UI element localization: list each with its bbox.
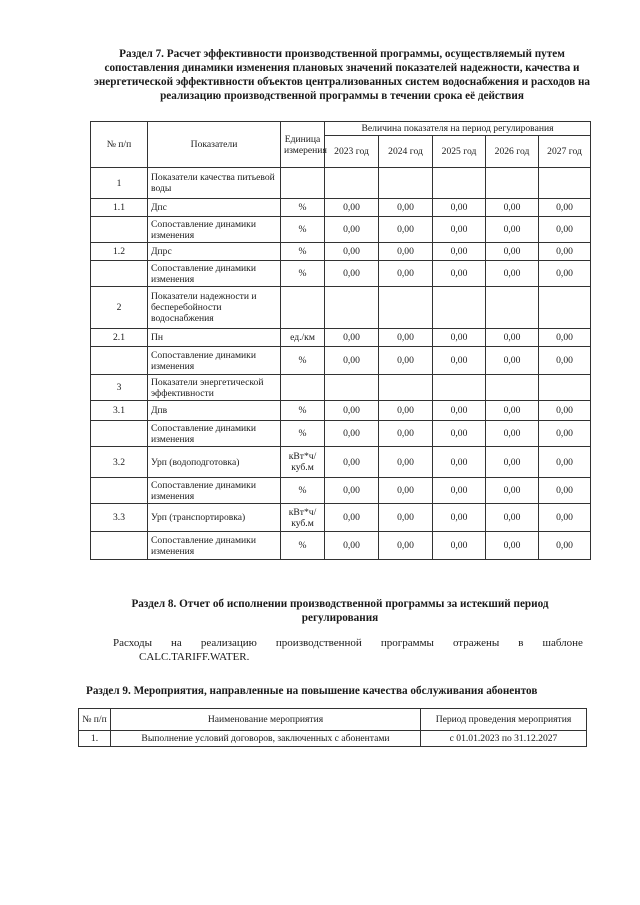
header-year: 2024 год bbox=[379, 136, 433, 168]
row-value bbox=[486, 168, 539, 199]
row-value bbox=[433, 168, 486, 199]
row-value: 0,00 bbox=[539, 532, 591, 560]
header-year: 2026 год bbox=[486, 136, 539, 168]
measure-period: с 01.01.2023 по 31.12.2027 bbox=[421, 731, 587, 747]
row-num: 3 bbox=[91, 375, 148, 401]
measures-table bbox=[78, 708, 587, 747]
row-value: 0,00 bbox=[539, 217, 591, 243]
table-row bbox=[91, 375, 591, 401]
paragraph-word: Расходы bbox=[113, 637, 152, 649]
row-value: 0,00 bbox=[539, 243, 591, 261]
measure-num: 1. bbox=[79, 731, 111, 747]
row-unit: % bbox=[281, 532, 325, 560]
row-value: 0,00 bbox=[433, 261, 486, 287]
row-value: 0,00 bbox=[379, 261, 433, 287]
table-row bbox=[91, 421, 591, 447]
section-9-title: Раздел 9. Мероприятия, направленные на повышение качества обслуживания абонентов bbox=[86, 685, 538, 697]
row-value: 0,00 bbox=[486, 347, 539, 375]
row-value: 0,00 bbox=[325, 347, 379, 375]
row-value: 0,00 bbox=[379, 532, 433, 560]
row-value: 0,00 bbox=[379, 401, 433, 421]
row-value: 0,00 bbox=[486, 447, 539, 478]
header-year: 2023 год bbox=[325, 136, 379, 168]
row-value: 0,00 bbox=[325, 329, 379, 347]
paragraph-word: на bbox=[171, 637, 182, 649]
row-value: 0,00 bbox=[539, 261, 591, 287]
row-value: 0,00 bbox=[325, 199, 379, 217]
row-value: 0,00 bbox=[486, 421, 539, 447]
row-num: 3.3 bbox=[91, 504, 148, 532]
header-year: 2025 год bbox=[433, 136, 486, 168]
header-unit: Единица измерения bbox=[281, 122, 325, 168]
row-value bbox=[433, 375, 486, 401]
row-num: 3.1 bbox=[91, 401, 148, 421]
row-value bbox=[539, 168, 591, 199]
row-unit: % bbox=[281, 421, 325, 447]
table-row bbox=[91, 401, 591, 421]
row-value: 0,00 bbox=[325, 504, 379, 532]
row-value: 0,00 bbox=[433, 199, 486, 217]
row-value: 0,00 bbox=[539, 478, 591, 504]
row-value bbox=[325, 168, 379, 199]
row-unit: кВт*ч/куб.м bbox=[281, 504, 325, 532]
row-unit: % bbox=[281, 401, 325, 421]
row-indicator: Дпв bbox=[148, 401, 281, 421]
table-row bbox=[91, 287, 591, 329]
section-7-title: Раздел 7. Расчет эффективности производственной программы, осуществляемый путем сопоставления динамики изменения плановых значений показателей надежности, качества и энергетической эффективности объектов централизованных систем водоснабжения и расходов на реализацию производственной программы в течении срока её действия bbox=[94, 48, 590, 102]
measure-name: Выполнение условий договоров, заключенных с абонентами bbox=[111, 731, 421, 747]
paragraph-word: в bbox=[518, 637, 524, 649]
row-value: 0,00 bbox=[486, 261, 539, 287]
paragraph-word: шаблоне bbox=[542, 637, 583, 649]
row-indicator: Сопоставление динамики изменения bbox=[148, 217, 281, 243]
table-row bbox=[91, 478, 591, 504]
table-row bbox=[91, 243, 591, 261]
row-value: 0,00 bbox=[433, 217, 486, 243]
row-value: 0,00 bbox=[325, 478, 379, 504]
header-indicator: Показатели bbox=[148, 122, 281, 168]
row-value: 0,00 bbox=[486, 329, 539, 347]
row-value: 0,00 bbox=[539, 504, 591, 532]
row-value: 0,00 bbox=[379, 478, 433, 504]
row-value: 0,00 bbox=[539, 447, 591, 478]
row-value: 0,00 bbox=[486, 243, 539, 261]
row-indicator: Показатели надежности и бесперебойности водоснабжения bbox=[148, 287, 281, 329]
row-value: 0,00 bbox=[486, 401, 539, 421]
row-value: 0,00 bbox=[379, 199, 433, 217]
row-value: 0,00 bbox=[539, 199, 591, 217]
row-num: 1.2 bbox=[91, 243, 148, 261]
row-num bbox=[91, 532, 148, 560]
row-unit bbox=[281, 168, 325, 199]
table-row bbox=[91, 532, 591, 560]
row-value bbox=[486, 287, 539, 329]
efficiency-table bbox=[90, 121, 591, 560]
row-value: 0,00 bbox=[433, 504, 486, 532]
row-num: 2 bbox=[91, 287, 148, 329]
measures-header-num: № п/п bbox=[79, 709, 111, 731]
row-value: 0,00 bbox=[379, 329, 433, 347]
row-value: 0,00 bbox=[433, 347, 486, 375]
row-value: 0,00 bbox=[379, 347, 433, 375]
row-value: 0,00 bbox=[433, 401, 486, 421]
row-value: 0,00 bbox=[325, 243, 379, 261]
paragraph-word: отражены bbox=[452, 637, 500, 649]
paragraph-word: производственной bbox=[275, 637, 362, 649]
table-row bbox=[91, 329, 591, 347]
paragraph-word: программы bbox=[380, 637, 434, 649]
table-row bbox=[91, 168, 591, 199]
row-unit: кВт*ч/куб.м bbox=[281, 447, 325, 478]
row-indicator: Сопоставление динамики изменения bbox=[148, 347, 281, 375]
row-value bbox=[486, 375, 539, 401]
measures-header-name: Наименование мероприятия bbox=[111, 709, 421, 731]
header-num: № п/п bbox=[91, 122, 148, 168]
row-value: 0,00 bbox=[325, 532, 379, 560]
row-indicator: Показатели качества питьевой воды bbox=[148, 168, 281, 199]
row-num bbox=[91, 217, 148, 243]
row-value: 0,00 bbox=[433, 447, 486, 478]
row-indicator: Пн bbox=[148, 329, 281, 347]
row-value: 0,00 bbox=[486, 504, 539, 532]
row-num bbox=[91, 261, 148, 287]
row-value bbox=[325, 287, 379, 329]
row-indicator: Дпрс bbox=[148, 243, 281, 261]
row-value: 0,00 bbox=[486, 532, 539, 560]
row-unit: % bbox=[281, 347, 325, 375]
row-value: 0,00 bbox=[379, 243, 433, 261]
row-unit bbox=[281, 287, 325, 329]
template-name: CALC.TARIFF.WATER. bbox=[139, 651, 250, 663]
section-8-title: Раздел 8. Отчет об исполнении производственной программы за истекший период регулирования bbox=[131, 598, 549, 624]
paragraph-word: реализацию bbox=[200, 637, 257, 649]
row-value: 0,00 bbox=[539, 347, 591, 375]
row-unit: % bbox=[281, 217, 325, 243]
section-8-text bbox=[113, 636, 583, 664]
row-indicator: Сопоставление динамики изменения bbox=[148, 261, 281, 287]
row-value bbox=[539, 375, 591, 401]
row-value: 0,00 bbox=[379, 217, 433, 243]
header-year: 2027 год bbox=[539, 136, 591, 168]
row-value: 0,00 bbox=[325, 421, 379, 447]
row-value bbox=[379, 287, 433, 329]
row-indicator: Урп (водоподготовка) bbox=[148, 447, 281, 478]
row-value: 0,00 bbox=[325, 261, 379, 287]
row-num bbox=[91, 421, 148, 447]
row-value: 0,00 bbox=[539, 401, 591, 421]
row-value: 0,00 bbox=[486, 199, 539, 217]
row-value bbox=[379, 168, 433, 199]
row-num: 1 bbox=[91, 168, 148, 199]
row-indicator: Сопоставление динамики изменения bbox=[148, 532, 281, 560]
table-row bbox=[91, 261, 591, 287]
row-value bbox=[539, 287, 591, 329]
measures-header-period: Период проведения мероприятия bbox=[421, 709, 587, 731]
row-unit: % bbox=[281, 243, 325, 261]
row-indicator: Дпс bbox=[148, 199, 281, 217]
row-value: 0,00 bbox=[379, 421, 433, 447]
row-unit: ед./км bbox=[281, 329, 325, 347]
row-indicator: Урп (транспортировка) bbox=[148, 504, 281, 532]
table-row bbox=[91, 199, 591, 217]
row-value: 0,00 bbox=[486, 478, 539, 504]
table-row bbox=[91, 504, 591, 532]
row-value bbox=[433, 287, 486, 329]
table-row bbox=[91, 447, 591, 478]
row-unit: % bbox=[281, 261, 325, 287]
row-value: 0,00 bbox=[325, 217, 379, 243]
row-value bbox=[379, 375, 433, 401]
row-num: 2.1 bbox=[91, 329, 148, 347]
row-indicator: Сопоставление динамики изменения bbox=[148, 421, 281, 447]
row-value: 0,00 bbox=[433, 421, 486, 447]
row-value: 0,00 bbox=[486, 217, 539, 243]
row-num bbox=[91, 347, 148, 375]
row-value: 0,00 bbox=[379, 447, 433, 478]
row-indicator: Сопоставление динамики изменения bbox=[148, 478, 281, 504]
row-unit: % bbox=[281, 199, 325, 217]
header-period: Величина показателя на период регулирования bbox=[325, 122, 591, 136]
row-value: 0,00 bbox=[539, 421, 591, 447]
row-value: 0,00 bbox=[433, 329, 486, 347]
table-row bbox=[91, 217, 591, 243]
row-value: 0,00 bbox=[433, 243, 486, 261]
table-row bbox=[91, 347, 591, 375]
row-unit: % bbox=[281, 478, 325, 504]
row-value: 0,00 bbox=[325, 401, 379, 421]
row-num: 1.1 bbox=[91, 199, 148, 217]
row-num: 3.2 bbox=[91, 447, 148, 478]
row-unit bbox=[281, 375, 325, 401]
row-value: 0,00 bbox=[539, 329, 591, 347]
row-num bbox=[91, 478, 148, 504]
row-value: 0,00 bbox=[325, 447, 379, 478]
row-value: 0,00 bbox=[433, 532, 486, 560]
row-value bbox=[325, 375, 379, 401]
row-value: 0,00 bbox=[379, 504, 433, 532]
row-indicator: Показатели энергетической эффективности bbox=[148, 375, 281, 401]
row-value: 0,00 bbox=[433, 478, 486, 504]
